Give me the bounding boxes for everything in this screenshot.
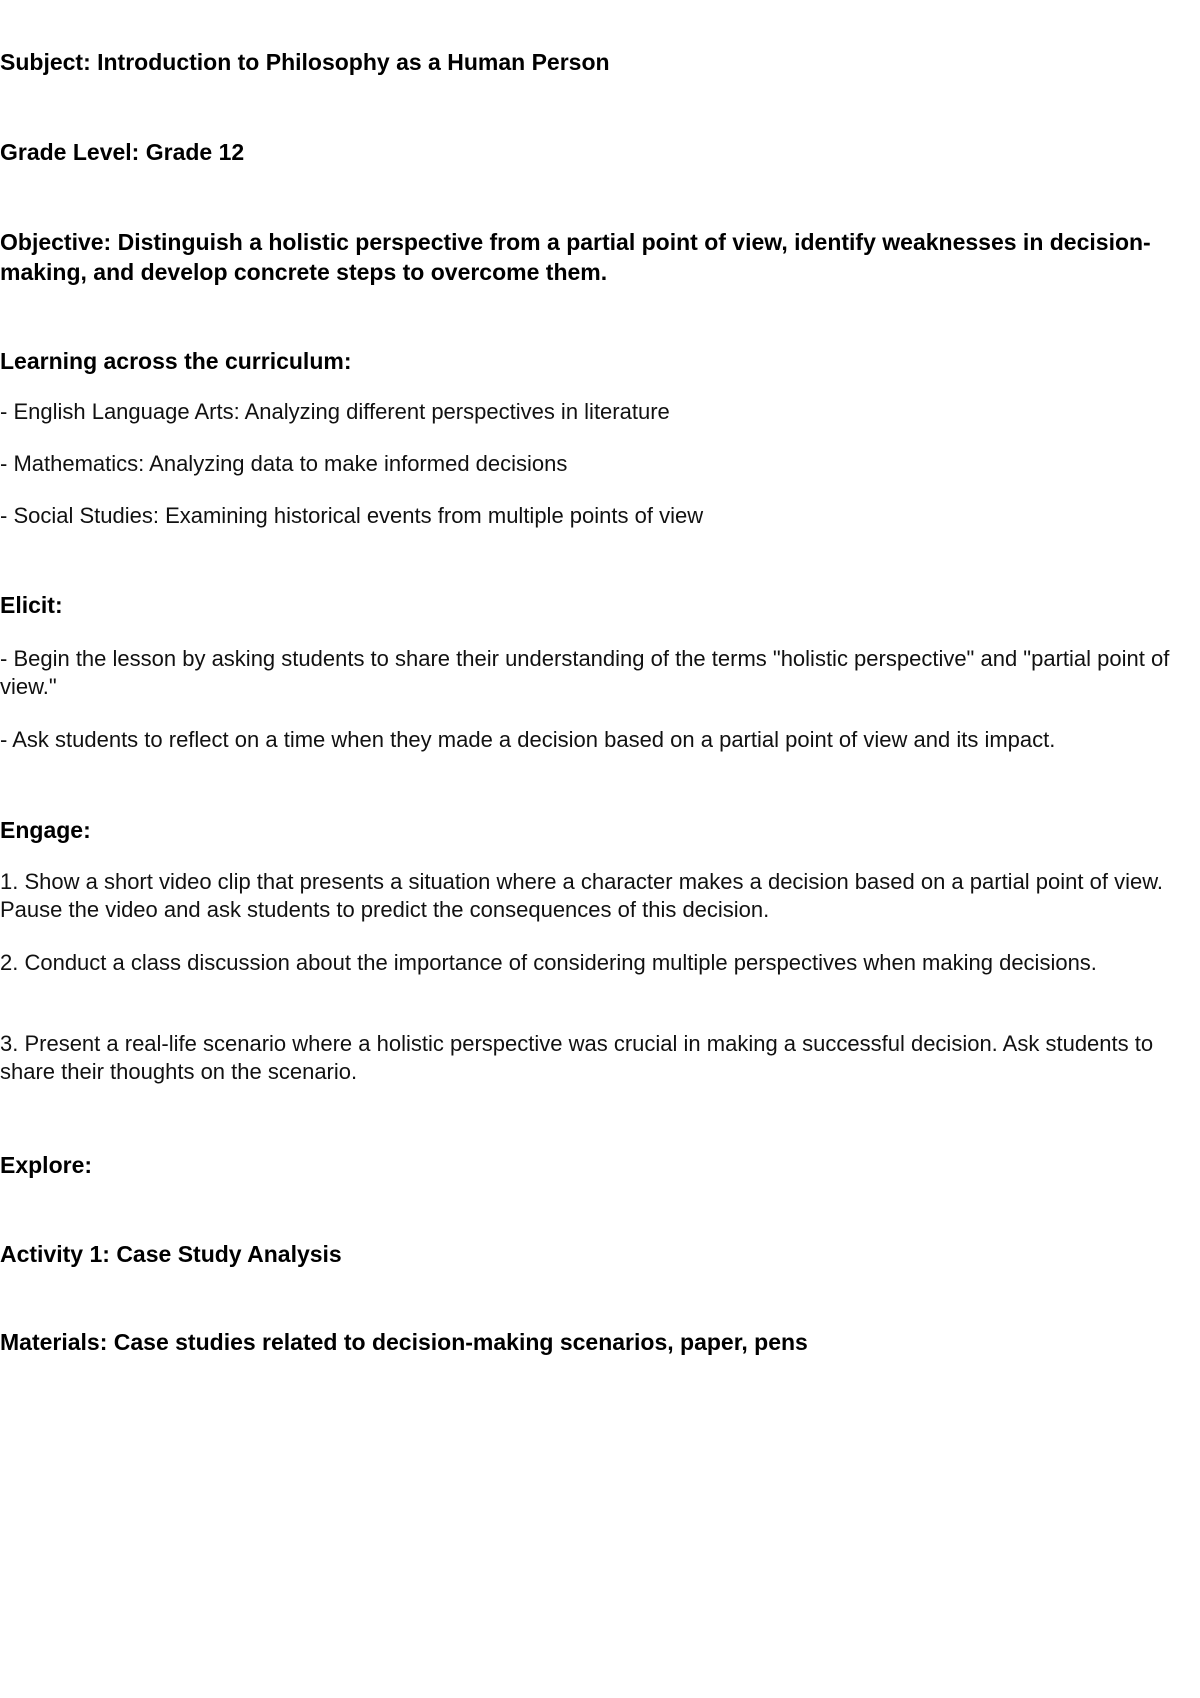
engage-item-2: 2. Conduct a class discussion about the importance of considering multiple perspectives when making decisions. (0, 950, 1097, 975)
activity-title: Activity 1: Case Study Analysis (0, 1241, 342, 1267)
engage-item-1: 1. Show a short video clip that presents a situation where a character makes a decision based on a partial point of view. Pause the video and ask students to predict the consequences of this decision. (0, 869, 1163, 922)
subject-line: Subject: Introduction to Philosophy as a Human Person (0, 49, 610, 75)
objective-paragraph: Objective: Distinguish a holistic perspective from a partial point of view, identify weaknesses in decision-making, and develop concrete steps to overcome them. (0, 229, 1151, 285)
curriculum-item-english: - English Language Arts: Analyzing different perspectives in literature (0, 399, 670, 424)
elicit-item-1: - Begin the lesson by asking students to share their understanding of the terms "holistic perspective" and "partial point of view." (0, 646, 1170, 699)
materials-line: Materials: Case studies related to decision-making scenarios, paper, pens (0, 1329, 808, 1355)
explore-heading: Explore: (0, 1152, 93, 1178)
elicit-item-2: - Ask students to reflect on a time when they made a decision based on a partial point of view and its impact. (0, 727, 1056, 752)
curriculum-item-social-studies: - Social Studies: Examining historical events from multiple points of view (0, 503, 704, 528)
grade-level-line: Grade Level: Grade 12 (0, 139, 245, 165)
engage-item-3: 3. Present a real-life scenario where a holistic perspective was crucial in making a successful decision. Ask students to share their thoughts on the scenario. (0, 1031, 1154, 1084)
elicit-heading: Elicit: (0, 592, 63, 618)
engage-heading: Engage: (0, 817, 91, 843)
curriculum-item-mathematics: - Mathematics: Analyzing data to make informed decisions (0, 451, 568, 476)
learning-across-heading: Learning across the curriculum: (0, 348, 352, 374)
